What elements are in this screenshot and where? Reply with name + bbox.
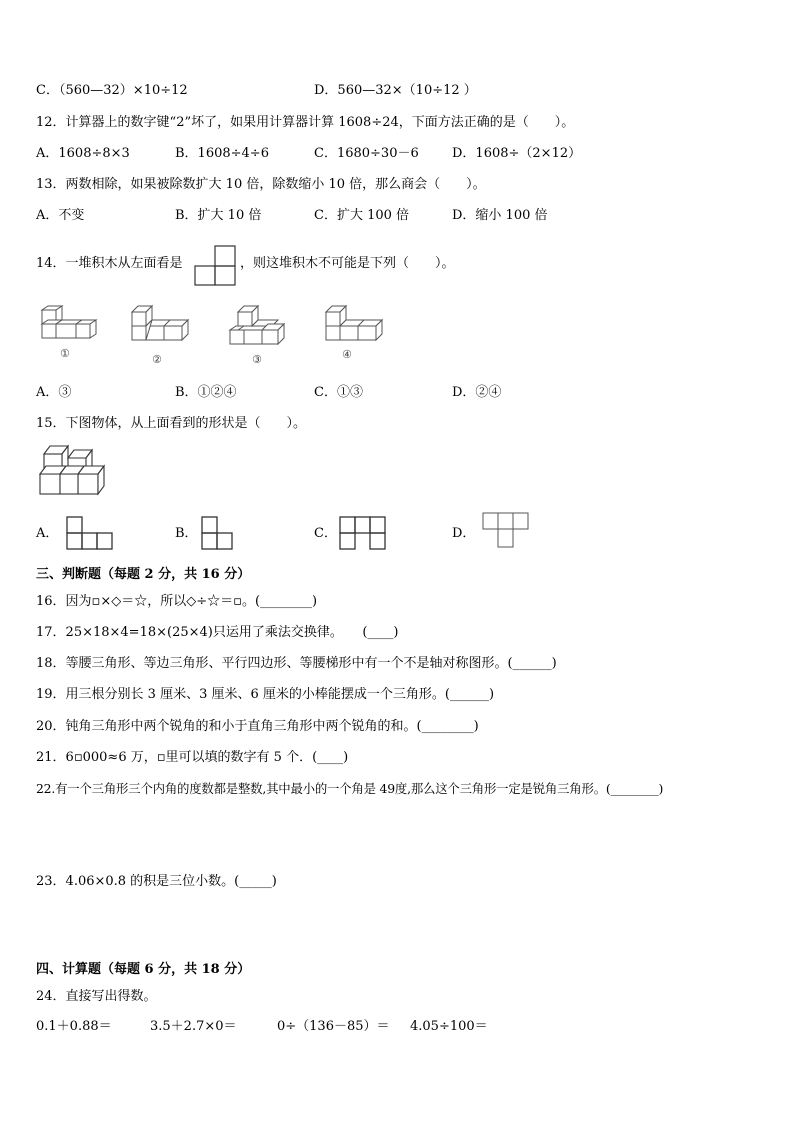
q15-option-d-figure — [482, 512, 532, 552]
q17-statement[interactable]: 17．25×18×4=18×(25×4)只运用了乘法交换律。 (____) — [36, 625, 399, 640]
q13-stem: 13．两数相除，如果被除数扩大 10 倍，除数缩小 10 倍，那么商会（ ）。 — [36, 177, 486, 192]
q20-statement[interactable]: 20．钝角三角形中两个锐角的和小于直角三角形中两个锐角的和。(________) — [36, 719, 479, 734]
q14-figure-label-1: ① — [60, 347, 70, 360]
q14-option-c[interactable]: C．①③ — [314, 385, 363, 400]
q14-stem-before: 14．一堆积木从左面看是 — [36, 256, 183, 271]
q12-option-a[interactable]: A．1608÷8×3 — [36, 146, 130, 161]
q14-figure-4 — [322, 306, 386, 362]
q15-option-c-figure — [339, 515, 391, 551]
q24-item-3[interactable]: 0÷（136－85）＝ — [277, 1019, 390, 1034]
q11-option-d[interactable]: D．560—32×（10÷12 ） — [314, 83, 477, 98]
q12-stem: 12．计算器上的数字键“2”坏了，如果用计算器计算 1608÷24，下面方法正确的是（ ）。 — [36, 115, 575, 130]
q13-option-b[interactable]: B．扩大 10 倍 — [175, 208, 262, 223]
q15-option-d[interactable]: D． — [452, 526, 476, 541]
q24-item-2[interactable]: 3.5＋2.7×0＝ — [150, 1019, 237, 1034]
q12-option-b[interactable]: B．1608÷4÷6 — [175, 146, 269, 161]
q14-left-view-figure — [194, 244, 238, 286]
q14-figure-3 — [228, 306, 292, 366]
q15-option-a[interactable]: A． — [36, 526, 59, 541]
q14-stem-after: ，则这堆积木不可能是下列（ ）。 — [240, 256, 455, 271]
q13-option-d[interactable]: D．缩小 100 倍 — [452, 208, 548, 223]
q24-item-4[interactable]: 4.05÷100＝ — [410, 1019, 488, 1034]
q24-stem: 24．直接写出得数。 — [36, 989, 157, 1004]
q23-statement[interactable]: 23．4.06×0.8 的积是三位小数。(_____) — [36, 874, 277, 889]
q14-figure-label-2: ② — [152, 353, 162, 366]
q18-statement[interactable]: 18．等腰三角形、等边三角形、平行四边形、等腰梯形中有一个不是轴对称图形。(______) — [36, 656, 557, 671]
q12-option-c[interactable]: C．1680÷30－6 — [314, 146, 419, 161]
q22-statement[interactable]: 22.有一个三角形三个内角的度数都是整数,其中最小的一个角是 49度,那么这个三角形一定是锐角三角形。(________) — [36, 781, 664, 796]
q11-option-c[interactable]: C．（560—32）×10÷12 — [36, 83, 188, 98]
q15-object-figure — [38, 444, 110, 498]
section-3-title: 三、判断题（每题 2 分，共 16 分） — [36, 567, 251, 582]
q15-option-b-figure — [201, 515, 237, 551]
q15-stem: 15．下图物体，从上面看到的形状是（ ）。 — [36, 416, 307, 431]
q15-option-a-figure — [66, 515, 116, 551]
q14-figure-2 — [128, 306, 198, 366]
q14-figure-1 — [38, 306, 100, 364]
q14-option-b[interactable]: B．①②④ — [175, 385, 237, 400]
q15-option-c[interactable]: C． — [314, 526, 337, 541]
q19-statement[interactable]: 19．用三根分别长 3 厘米、3 厘米、6 厘米的小棒能摆成一个三角形。(______) — [36, 687, 495, 702]
q14-figure-label-4: ④ — [342, 348, 352, 361]
q13-option-a[interactable]: A．不变 — [36, 208, 85, 223]
q12-option-d[interactable]: D．1608÷（2×12） — [452, 146, 582, 161]
q13-option-c[interactable]: C．扩大 100 倍 — [314, 208, 410, 223]
section-4-title: 四、计算题（每题 6 分，共 18 分） — [36, 962, 251, 977]
q14-option-a[interactable]: A．③ — [36, 385, 72, 400]
q14-option-d[interactable]: D．②④ — [452, 385, 502, 400]
q14-figure-label-3: ③ — [252, 353, 262, 366]
q24-item-1[interactable]: 0.1＋0.88＝ — [36, 1019, 112, 1034]
q15-option-b[interactable]: B． — [175, 526, 198, 541]
q16-statement[interactable]: 16．因为▫×◇＝☆，所以◇÷☆＝▫。(________) — [36, 594, 318, 609]
q21-statement[interactable]: 21．6▫000≈6 万，▫里可以填的数字有 5 个．(____) — [36, 750, 349, 765]
